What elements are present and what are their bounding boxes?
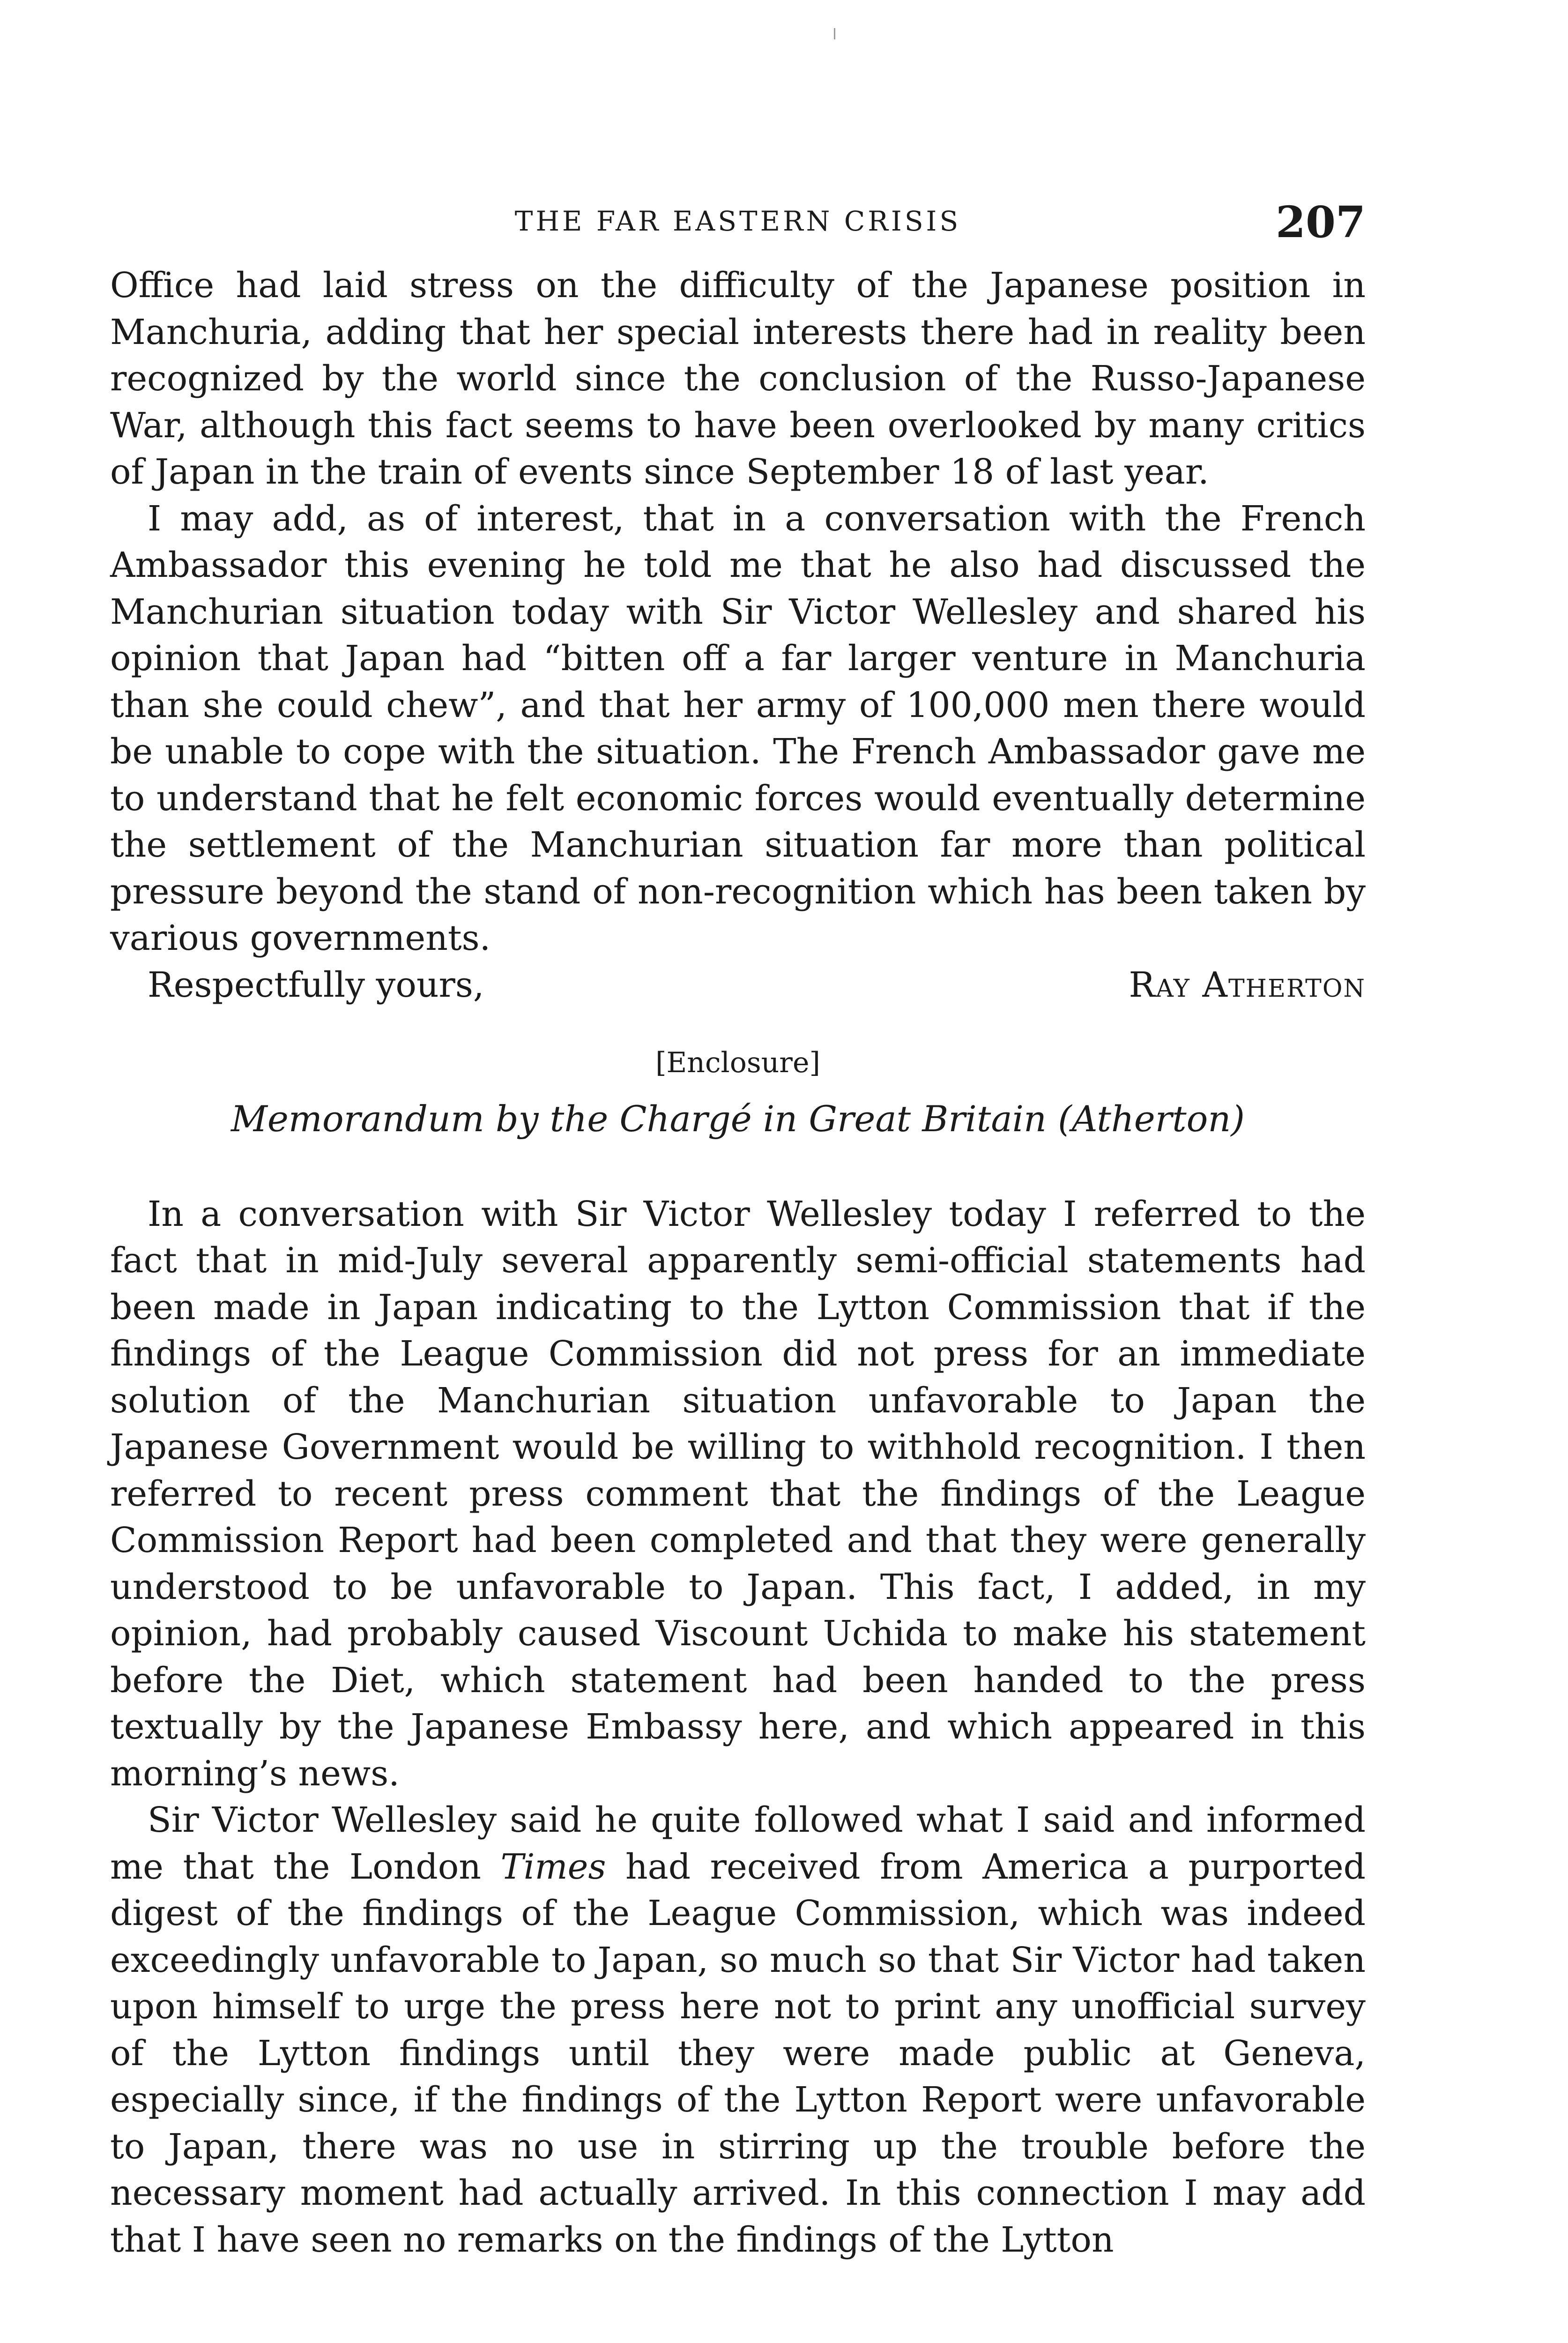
signature-line <box>110 962 1366 1014</box>
running-title: THE FAR EASTERN CRISIS <box>514 205 961 237</box>
newspaper-title: Times <box>500 1846 606 1887</box>
memorandum-paragraph-2 <box>110 1797 1366 2263</box>
paragraph-french-ambassador: I may add, as of interest, that in a conversation with the French Ambassador this evening he told me that he also had discussed the Manchurian situation today with Sir Victor Wellesley and shared his opinion that Japan had “bitten off a far larger venture in Manchuria than she could chew”, and that her army of 100,000 men there would be unable to cope with the situation. The French Ambassador gave me to understand that he felt economic forces would eventually determine the settlement of the Manchurian situation far more than political pressure beyond the stand of non-recognition which has been taken by various governments. <box>110 498 1366 958</box>
page-number: 207 <box>1275 197 1366 247</box>
paragraph-continued: Office had laid stress on the difficulty of the Japanese position in Manchuria, adding that her special interests there had in reality been recognized by the world since the conclusion of the Russo-Japanese War, although this fact seems to have been overlooked by many critics of Japan in the train of events since September 18 of last year. <box>110 265 1366 492</box>
memorandum-title: Memorandum by the Chargé in Great Britain (Atherton) <box>231 1097 1245 1140</box>
memo-text-part: had received from America a purported digest of the findings of the League Commission, which was indeed exceedingly unfavorable to Japan, so much so that Sir Victor had taken upon himself to urge the press here not to print any unofficial survey of the Lytton findings until they were made public at Geneva, especially since, if the findings of the Lytton Report were unfavorable to Japan, there was no use in stirring up the trouble before the necessary moment had actually arrived. In this connection I may add that I have seen no remarks on the findings of the Lytton <box>110 1846 1366 2260</box>
memo-text-part: Sir Victor Wellesley said he quite followed what I said and informed me that the London <box>110 1800 1366 1887</box>
book-page <box>110 197 1366 2263</box>
enclosure-label: [Enclosure] <box>655 1046 820 1079</box>
scan-mark-top <box>834 28 835 39</box>
running-head <box>110 197 1366 262</box>
signature: Ray Atherton <box>1129 964 1366 1005</box>
closing: Respectfully yours, <box>148 964 484 1005</box>
memorandum-paragraph-1: In a conversation with Sir Victor Wellesley today I referred to the fact that in mid-July several apparently semi-official statements had been made in Japan indicating to the Lytton Commission that if the findings of the League Commission did not press for an immediate solution of the Manchurian situation unfavorable to Japan the Japanese Government would be willing to withhold recognition. I then referred to recent press comment that the findings of the League Commission Report had been completed and that they were generally understood to be unfavorable to Japan. This fact, I added, in my opinion, had probably caused Viscount Uchida to make his statement before the Diet, which statement had been handed to the press textually by the Japanese Embassy here, and which appeared in this morning’s news. <box>110 1194 1366 1794</box>
